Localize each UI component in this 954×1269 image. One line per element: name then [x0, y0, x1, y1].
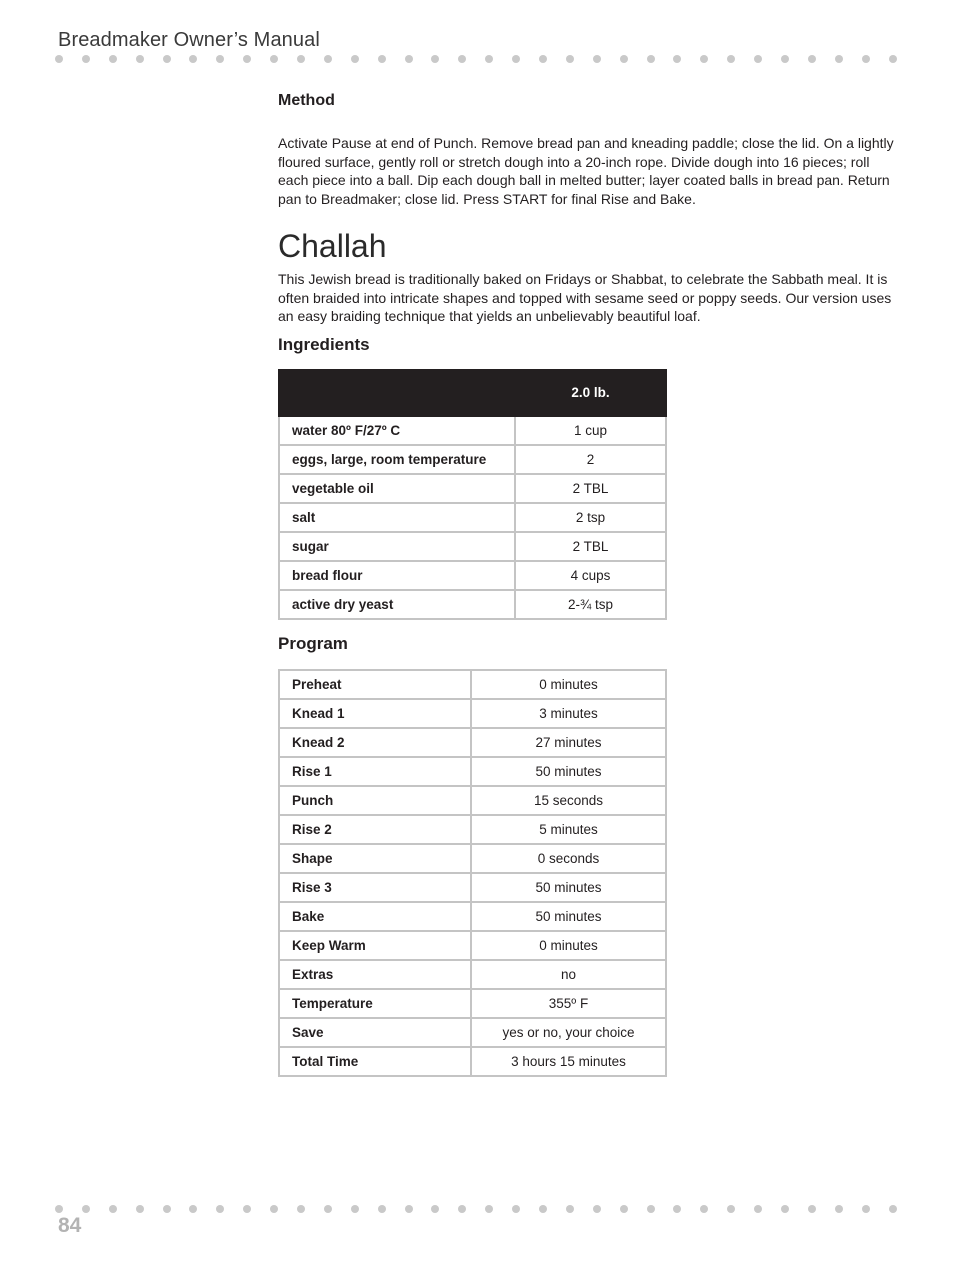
- divider-dot: [243, 55, 251, 63]
- divider-dot: [539, 1205, 547, 1213]
- divider-dot: [216, 1205, 224, 1213]
- program-step-value: 0 seconds: [471, 844, 666, 873]
- divider-dot: [431, 55, 439, 63]
- program-step-label: Rise 2: [279, 815, 471, 844]
- ingredient-label: active dry yeast: [279, 590, 515, 619]
- program-step-label: Rise 1: [279, 757, 471, 786]
- divider-dot: [297, 55, 305, 63]
- program-step-row: [279, 815, 666, 844]
- program-step-label: Temperature: [279, 989, 471, 1018]
- divider-dot: [647, 1205, 655, 1213]
- divider-dot: [673, 1205, 681, 1213]
- program-step-row: [279, 989, 666, 1018]
- divider-dot: [163, 55, 171, 63]
- divider-dot: [835, 1205, 843, 1213]
- divider-dot: [270, 55, 278, 63]
- divider-dot: [620, 55, 628, 63]
- program-step-label: Save: [279, 1018, 471, 1047]
- ingredients-header-row: [279, 370, 666, 416]
- manual-title: Breadmaker Owner’s Manual: [58, 29, 320, 51]
- program-step-row: [279, 960, 666, 989]
- divider-dot: [889, 1205, 897, 1213]
- divider-dot: [593, 55, 601, 63]
- divider-dot: [485, 1205, 493, 1213]
- program-step-label: Extras: [279, 960, 471, 989]
- recipe-intro: This Jewish bread is traditionally baked on Fridays or Shabbat, to celebrate the Sabbath meal. It is often braided into intricate shapes and topped with sesame seed or poppy seeds. Our version uses an easy braiding technique that yields an unbelievably beautiful loaf.: [278, 270, 892, 325]
- program-heading: Program: [278, 633, 348, 653]
- ingredient-label: salt: [279, 503, 515, 532]
- divider-dot: [566, 55, 574, 63]
- program-step-value: 0 minutes: [471, 931, 666, 960]
- program-step-label: Knead 2: [279, 728, 471, 757]
- program-step-row: [279, 670, 666, 699]
- divider-dot: [163, 1205, 171, 1213]
- divider-dot: [781, 55, 789, 63]
- program-step-value: 3 minutes: [471, 699, 666, 728]
- recipe-title: Challah: [278, 227, 387, 264]
- divider-dot: [862, 55, 870, 63]
- program-step-value: 3 hours 15 minutes: [471, 1047, 666, 1076]
- divider-dot: [405, 1205, 413, 1213]
- program-step-value: 0 minutes: [471, 670, 666, 699]
- ingredients-header-blank: [279, 370, 515, 416]
- divider-dot: [727, 55, 735, 63]
- program-step-label: Knead 1: [279, 699, 471, 728]
- divider-dot: [593, 1205, 601, 1213]
- divider-dot: [324, 55, 332, 63]
- ingredients-header-size: 2.0 lb.: [515, 370, 666, 416]
- divider-dot: [82, 55, 90, 63]
- program-step-label: Total Time: [279, 1047, 471, 1076]
- program-step-row: [279, 1047, 666, 1076]
- divider-dot: [781, 1205, 789, 1213]
- divider-dot: [754, 55, 762, 63]
- divider-dot: [808, 1205, 816, 1213]
- divider-dot: [673, 55, 681, 63]
- program-step-value: 50 minutes: [471, 873, 666, 902]
- divider-dot: [458, 1205, 466, 1213]
- divider-dot: [82, 1205, 90, 1213]
- ingredient-label: water 80º F/27º C: [279, 416, 515, 445]
- divider-dot: [55, 1205, 63, 1213]
- divider-dot: [485, 55, 493, 63]
- program-step-value: no: [471, 960, 666, 989]
- divider-dot: [189, 55, 197, 63]
- program-step-value: 50 minutes: [471, 757, 666, 786]
- program-step-row: [279, 757, 666, 786]
- divider-dot: [109, 1205, 117, 1213]
- divider-dot: [512, 55, 520, 63]
- ingredient-value: 2: [515, 445, 666, 474]
- divider-dot: [378, 55, 386, 63]
- program-step-label: Rise 3: [279, 873, 471, 902]
- program-step-label: Shape: [279, 844, 471, 873]
- ingredient-row: [279, 416, 666, 445]
- program-step-value: 27 minutes: [471, 728, 666, 757]
- ingredient-value: 2 TBL: [515, 474, 666, 503]
- program-step-row: [279, 786, 666, 815]
- ingredient-label: eggs, large, room temperature: [279, 445, 515, 474]
- divider-dot: [512, 1205, 520, 1213]
- divider-dot: [136, 1205, 144, 1213]
- divider-dot: [189, 1205, 197, 1213]
- divider-dot: [270, 1205, 278, 1213]
- program-step-row: [279, 728, 666, 757]
- ingredient-label: sugar: [279, 532, 515, 561]
- ingredients-heading: Ingredients: [278, 334, 370, 354]
- program-step-row: [279, 873, 666, 902]
- divider-dot: [539, 55, 547, 63]
- divider-dot: [55, 55, 63, 63]
- divider-dot: [351, 1205, 359, 1213]
- ingredient-row: [279, 474, 666, 503]
- divider-dot: [109, 55, 117, 63]
- program-step-label: Keep Warm: [279, 931, 471, 960]
- ingredient-row: [279, 561, 666, 590]
- program-step-label: Preheat: [279, 670, 471, 699]
- divider-dot: [136, 55, 144, 63]
- divider-dot: [808, 55, 816, 63]
- program-step-label: Bake: [279, 902, 471, 931]
- page-number: 84: [58, 1214, 82, 1237]
- divider-dot: [647, 55, 655, 63]
- divider-dot: [700, 1205, 708, 1213]
- program-step-row: [279, 1018, 666, 1047]
- program-step-value: 355º F: [471, 989, 666, 1018]
- divider-dot: [351, 55, 359, 63]
- divider-dot: [889, 55, 897, 63]
- ingredient-value: 2 TBL: [515, 532, 666, 561]
- ingredient-value: 1 cup: [515, 416, 666, 445]
- divider-dot: [835, 55, 843, 63]
- ingredient-row: [279, 532, 666, 561]
- divider-dot: [243, 1205, 251, 1213]
- divider-dot: [216, 55, 224, 63]
- divider-dot: [431, 1205, 439, 1213]
- program-step-label: Punch: [279, 786, 471, 815]
- top-dot-divider: [55, 55, 897, 63]
- program-step-row: [279, 902, 666, 931]
- ingredient-value: 2 tsp: [515, 503, 666, 532]
- program-step-value: 50 minutes: [471, 902, 666, 931]
- ingredient-label: vegetable oil: [279, 474, 515, 503]
- ingredient-value: 2-¾ tsp: [515, 590, 666, 619]
- divider-dot: [297, 1205, 305, 1213]
- ingredient-row: [279, 503, 666, 532]
- divider-dot: [620, 1205, 628, 1213]
- divider-dot: [566, 1205, 574, 1213]
- ingredient-value: 4 cups: [515, 561, 666, 590]
- divider-dot: [458, 55, 466, 63]
- divider-dot: [324, 1205, 332, 1213]
- page-content: [278, 91, 898, 1077]
- ingredients-table: [278, 369, 667, 620]
- program-step-value: 5 minutes: [471, 815, 666, 844]
- divider-dot: [862, 1205, 870, 1213]
- bottom-dot-divider: [55, 1205, 897, 1213]
- divider-dot: [727, 1205, 735, 1213]
- ingredient-row: [279, 445, 666, 474]
- divider-dot: [700, 55, 708, 63]
- ingredient-label: bread flour: [279, 561, 515, 590]
- divider-dot: [405, 55, 413, 63]
- program-step-value: yes or no, your choice: [471, 1018, 666, 1047]
- method-heading: Method: [278, 92, 335, 109]
- divider-dot: [378, 1205, 386, 1213]
- ingredient-row: [279, 590, 666, 619]
- divider-dot: [754, 1205, 762, 1213]
- program-step-row: [279, 844, 666, 873]
- program-step-row: [279, 931, 666, 960]
- method-text: Activate Pause at end of Punch. Remove bread pan and kneading paddle; close the lid. On a lightly floured surface, gently roll or stretch dough into a 20-inch rope. Divide dough into 16 pieces; roll each piece into a ball. Dip each dough ball in melted butter; layer coated balls in bread pan. Return pan to Breadmaker; close lid. Press START for final Rise and Bake.: [278, 135, 894, 208]
- program-step-row: [279, 699, 666, 728]
- program-step-value: 15 seconds: [471, 786, 666, 815]
- program-table: [278, 669, 667, 1077]
